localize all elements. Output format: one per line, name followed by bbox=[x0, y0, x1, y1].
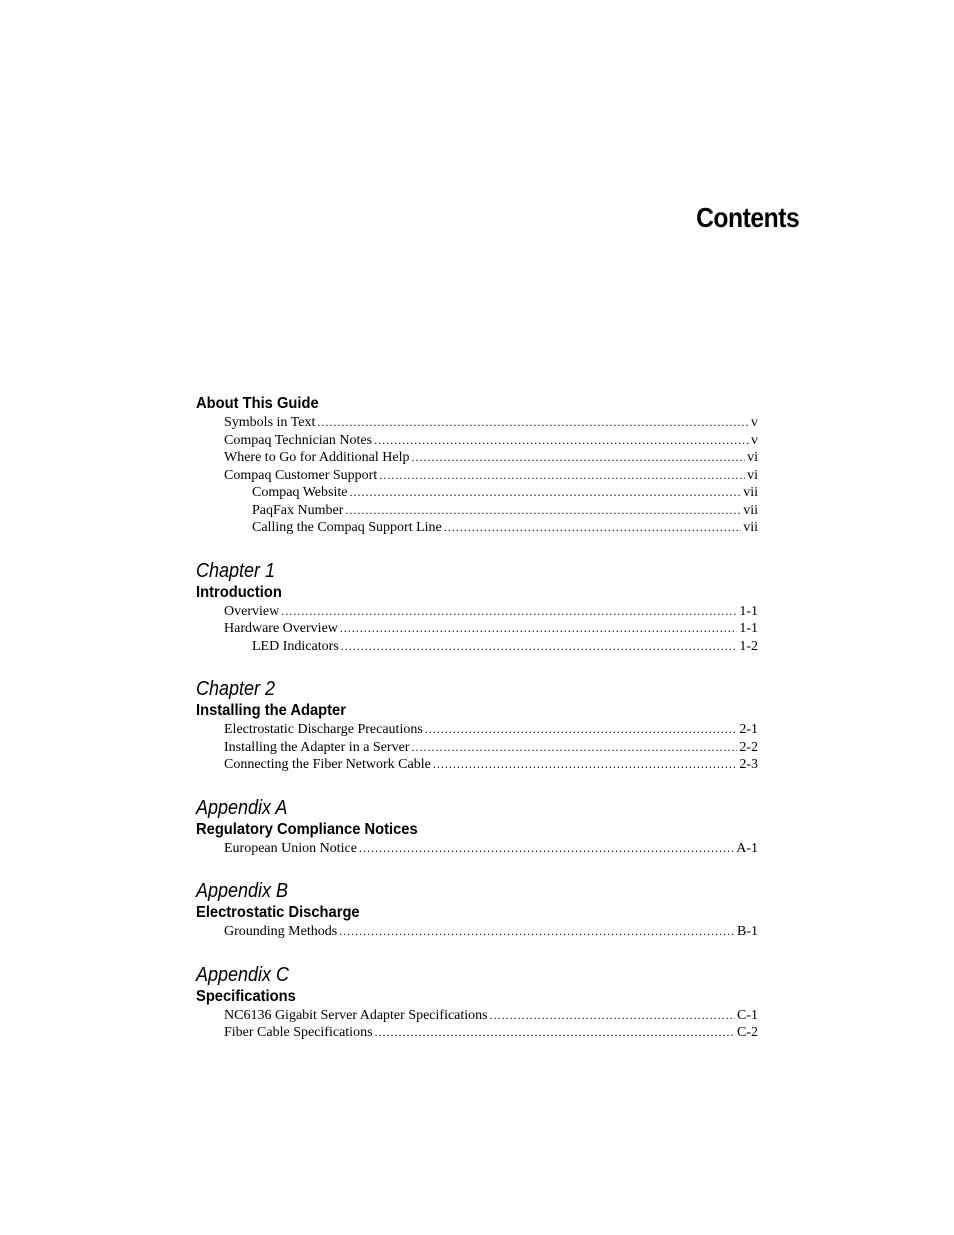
page-title: Contents bbox=[695, 202, 799, 233]
toc-entry-label: Overview bbox=[224, 603, 280, 619]
toc-entry-label: Where to Go for Additional Help bbox=[224, 450, 410, 465]
dot-leader bbox=[411, 449, 745, 467]
toc-entry-page: v bbox=[751, 415, 758, 430]
toc-entry[interactable] bbox=[196, 756, 758, 774]
toc-entry-label: Compaq Technician Notes bbox=[224, 432, 373, 448]
chapter-label: Chapter 1 bbox=[196, 559, 276, 582]
dot-leader bbox=[374, 432, 749, 450]
dot-leader bbox=[340, 620, 737, 638]
toc-entry-page: vii bbox=[743, 485, 758, 500]
toc-entry-page: 2-2 bbox=[739, 739, 758, 755]
toc-entry-label: NC6136 Gigabit Server Adapter Specifications bbox=[224, 1007, 488, 1023]
toc-entry[interactable] bbox=[196, 432, 758, 450]
toc-entry-page: vi bbox=[747, 467, 758, 483]
toc-entry-page: A-1 bbox=[736, 840, 758, 856]
toc-entry-page: 1-2 bbox=[739, 638, 758, 654]
dot-leader bbox=[490, 1007, 735, 1025]
dot-leader bbox=[433, 756, 737, 774]
toc-entry-page: 1-1 bbox=[739, 621, 758, 636]
toc-entry-label: Installing the Adapter in a Server bbox=[224, 739, 410, 755]
section-title: Installing the Adapter bbox=[196, 702, 346, 719]
toc-entry-label: Symbols in Text bbox=[224, 415, 316, 430]
toc-entry[interactable] bbox=[196, 502, 758, 520]
chapter-label: Appendix A bbox=[196, 796, 288, 819]
dot-leader bbox=[411, 739, 737, 757]
toc-section bbox=[196, 677, 758, 774]
toc-entry[interactable] bbox=[196, 638, 758, 656]
toc-section bbox=[196, 879, 758, 941]
toc-entry[interactable] bbox=[196, 449, 758, 467]
toc-entry[interactable] bbox=[196, 840, 758, 858]
toc-section bbox=[196, 394, 758, 537]
toc-entry-label: European Union Notice bbox=[224, 840, 357, 856]
section-title: About This Guide bbox=[196, 395, 319, 412]
toc-entry-page: 1-1 bbox=[739, 603, 758, 619]
toc-entry-label: Compaq Customer Support bbox=[224, 467, 378, 483]
dot-leader bbox=[379, 467, 745, 485]
toc-entry-page: C-1 bbox=[737, 1007, 758, 1023]
dot-leader bbox=[359, 840, 734, 858]
toc-entry[interactable] bbox=[196, 620, 758, 638]
toc-entry[interactable] bbox=[196, 739, 758, 757]
toc-entry-page: vii bbox=[743, 502, 758, 518]
toc-entry[interactable] bbox=[196, 484, 758, 502]
section-title: Introduction bbox=[196, 583, 282, 601]
dot-leader bbox=[281, 603, 737, 621]
toc-section bbox=[196, 796, 758, 858]
toc-section bbox=[196, 559, 758, 656]
dot-leader bbox=[317, 414, 749, 432]
toc-entry-label: Connecting the Fiber Network Cable bbox=[224, 757, 431, 772]
section-title: Electrostatic Discharge bbox=[196, 904, 360, 921]
toc-entry-label: Calling the Compaq Support Line bbox=[252, 520, 442, 535]
toc-entry[interactable] bbox=[196, 603, 758, 621]
toc-entry[interactable] bbox=[196, 414, 758, 432]
toc-entry-page: B-1 bbox=[737, 924, 758, 939]
toc-entry-page: vi bbox=[747, 450, 758, 465]
toc-entry[interactable] bbox=[196, 721, 758, 739]
toc-entry[interactable] bbox=[196, 519, 758, 537]
toc-entry-page: C-2 bbox=[737, 1025, 758, 1040]
dot-leader bbox=[345, 502, 741, 520]
toc-entry-page: 2-3 bbox=[739, 757, 758, 772]
toc-entry[interactable] bbox=[196, 467, 758, 485]
section-title: Specifications bbox=[196, 987, 296, 1005]
chapter-label: Appendix C bbox=[196, 963, 290, 986]
toc-section bbox=[196, 963, 758, 1042]
chapter-label: Appendix B bbox=[196, 880, 289, 902]
toc-entry-label: Fiber Cable Specifications bbox=[224, 1025, 373, 1040]
section-title: Regulatory Compliance Notices bbox=[196, 820, 418, 838]
table-of-contents bbox=[196, 394, 758, 1064]
dot-leader bbox=[349, 484, 741, 502]
dot-leader bbox=[444, 519, 741, 537]
dot-leader bbox=[425, 721, 738, 739]
toc-entry[interactable] bbox=[196, 923, 758, 941]
toc-entry-label: LED Indicators bbox=[252, 638, 339, 654]
toc-entry[interactable] bbox=[196, 1024, 758, 1042]
dot-leader bbox=[339, 923, 735, 941]
toc-entry-label: PaqFax Number bbox=[252, 502, 344, 518]
toc-entry-label: Electrostatic Discharge Precautions bbox=[224, 722, 423, 737]
toc-entry-page: vii bbox=[743, 520, 758, 535]
toc-entry-page: v bbox=[751, 432, 758, 448]
toc-entry-label: Compaq Website bbox=[252, 485, 348, 500]
chapter-label: Chapter 2 bbox=[196, 678, 276, 700]
dot-leader bbox=[341, 638, 738, 656]
dot-leader bbox=[375, 1024, 735, 1042]
toc-entry-label: Hardware Overview bbox=[224, 621, 338, 636]
toc-entry[interactable] bbox=[196, 1007, 758, 1025]
toc-entry-page: 2-1 bbox=[739, 722, 758, 737]
toc-entry-label: Grounding Methods bbox=[224, 924, 338, 939]
